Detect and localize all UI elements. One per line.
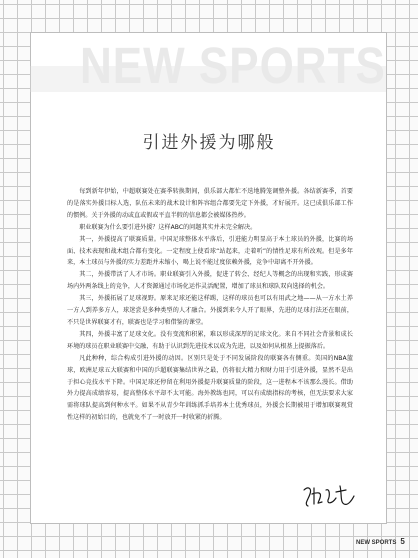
footer-section-label: NEW SPORTS xyxy=(356,540,397,546)
page-number: 5 xyxy=(400,537,405,546)
paragraph: 其三，外援拓展了足球视野。原来足球还能这样踢，这样的球员也可以有用武之地——从一方水土养一方人到养多方人，球迷尝是多种类型的人才融合。外援到来令人开了眼界，先进的足球打法还在眼前，不只是世界联赛才有，联赛也是学习和借鉴的课堂。 xyxy=(67,295,353,326)
article-body xyxy=(67,186,353,424)
paragraph: 其二，外援带活了人才市场。职业联赛引入外援，促进了转会、经纪人等概念的出现和实践，形成赛场内外两条线上的竞争，人才资源通过市场化运作灵活配置，增加了球员和球队双向选择的机会。 xyxy=(67,271,353,291)
paragraph: 其一，外援提高了联赛质量。中国足球整体水平落后，引进能力明显高于本土球员的外援，比赛的场面、技术表现和战术组合都有变化。一定程度上使看球“站起来，走着听”的情性足球有所改观。但是多年来，本土球员与外援的实力差距并未缩小，喝上说不能过度依赖外援，竞争中却离不开外援。 xyxy=(67,235,353,267)
header-watermark: NEW SPORTS xyxy=(80,38,386,95)
handwritten-signature xyxy=(300,480,360,510)
paragraph: 每到新年伊始，中超联赛处在赛季转换期间，俱乐部大都忙不迭地腾笼调整外援。各结新赛季，首要的是落实外援目标人选，队伍未来的战术设计和阵容组合都要先定下外援，才好展开。这已成俱乐部工作的惯例。关于外援的动或直或假或平直半假的信息都会被媒体热炒。 xyxy=(67,188,353,219)
paragraph: 凡此种种，综合构成引进外援的动因。区别只是处于不同发展阶段的联赛各有侧重。美国的NBA篮球，欧洲足球五大联赛和中国的乒超联赛集结世界之最，仍将很大精力和财力用于引进外援，显然不是出于担心竞技水平下降。中国足球还停留在利用外援提升联赛质量的阶段，这一进程本不该那么漫长。借助外力提高成绩容易，提高整体水平却不太可能。海外教练也同，可以有成绩指标的考核，但无法要求大家需将球队提高到何种水平。如果不从青少年训练抓手培养本土优秀球员，外援会长期被用于增加联赛观赏性这样的初始目的，也就免不了一时放开一时收紧的折腾。 xyxy=(67,354,353,422)
article-title: 引进外援为哪般 xyxy=(142,133,276,153)
paragraph: 其四，外援丰富了足球文化。没有变流和积累，难以形成深厚的足球文化。来自不同社会背景和成长环境的球员在职业联赛中交融，有助于认识到先进技术以成为先进，以及如何从根基上提振落后。 xyxy=(67,330,353,350)
paragraph: 职业联赛为什么要引进外援？这样ABC的问题其实并未完全解决。 xyxy=(79,223,257,231)
page-footer xyxy=(356,537,405,546)
